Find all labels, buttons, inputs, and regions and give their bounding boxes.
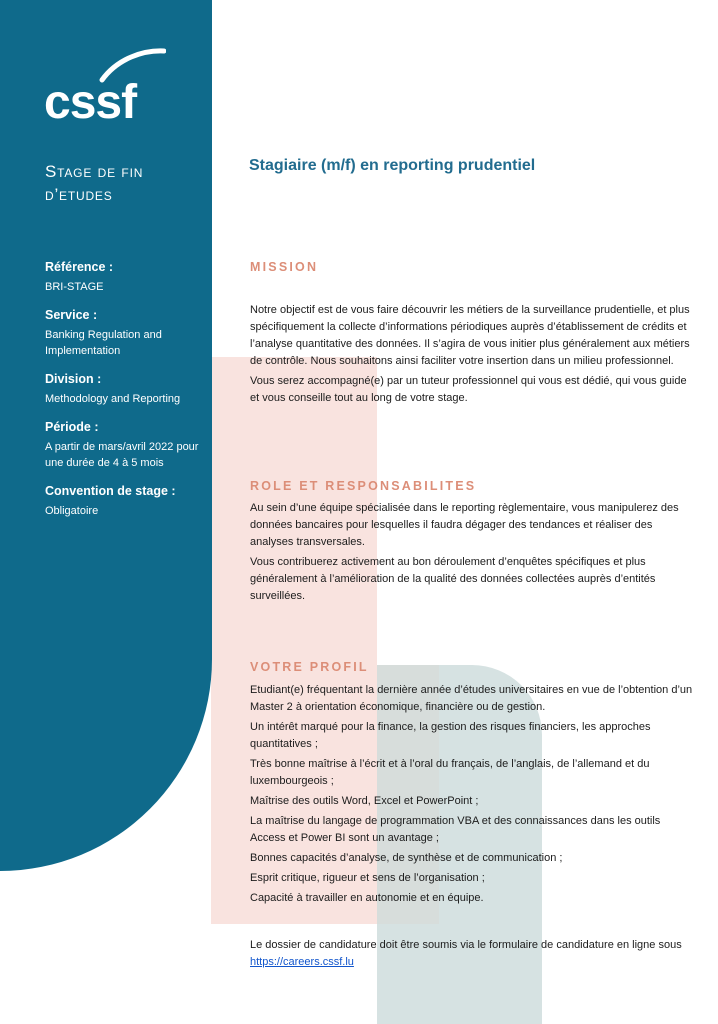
stage-title: Stage de fin d’etudes — [45, 162, 144, 204]
info-list — [45, 260, 205, 532]
profile-heading: VOTRE PROFIL — [250, 660, 369, 674]
reference-label: Référence : — [45, 260, 114, 274]
internship-agreement-value: Obligatoire — [45, 505, 99, 517]
logo-text: cssf — [44, 76, 137, 122]
role-paragraph: Au sein d’une équipe spécialisée dans le reporting règlementaire, vous manipulerez des données bancaires pour lesquelles il faudra dégager des tendances et réaliser des analyses transversales. — [250, 502, 679, 548]
application-text: Le dossier de candidature doit être soumis via le formulaire de candidature en ligne sous — [250, 939, 682, 951]
service-label: Service : — [45, 308, 98, 322]
profile-item: Très bonne maîtrise à l’écrit et à l’oral du français, de l’anglais, de l’allemand et du luxembourgeois ; — [250, 758, 650, 787]
period-value: A partir de mars/avril 2022 pour une durée de 4 à 5 mois — [45, 441, 199, 469]
profile-item: Capacité à travailler en autonomie et en équipe. — [250, 892, 484, 904]
role-paragraph: Vous contribuerez activement au bon déroulement d’enquêtes spécifiques et plus généralement à l’amélioration de la qualité des données collectées auprès d’entités surveillées. — [250, 556, 656, 602]
profile-item: La maîtrise du langage de programmation VBA et des connaissances dans les outils Access et Power BI sont un avantage ; — [250, 815, 661, 844]
cssf-logo — [44, 46, 166, 122]
mission-section — [250, 302, 695, 410]
reference-value: BRI-STAGE — [45, 281, 104, 293]
role-heading: ROLE ET RESPONSABILITES — [250, 479, 477, 493]
profile-section — [250, 682, 695, 910]
role-section — [250, 500, 695, 608]
mission-heading: MISSION — [250, 260, 319, 274]
profile-item: Maîtrise des outils Word, Excel et PowerPoint ; — [250, 795, 479, 807]
profile-item: Etudiant(e) fréquentant la dernière année d’études universitaires en vue de l’obtention d’un Master 2 à orientation économique, financière ou de gestion. — [250, 684, 693, 713]
period-label: Période : — [45, 420, 99, 434]
profile-item: Un intérêt marqué pour la finance, la gestion des risques financiers, les approches quantitatives ; — [250, 721, 651, 750]
mission-paragraph: Vous serez accompagné(e) par un tuteur professionnel qui vous est dédié, qui vous guide et vous conseille tout au long de votre stage. — [250, 375, 687, 404]
service-value: Banking Regulation and Implementation — [45, 329, 162, 357]
mission-paragraph: Notre objectif est de vous faire découvrir les métiers de la surveillance prudentielle, et plus spécifiquement la collecte d’informations périodiques auprès d’établissement de crédits et l’analyse quantitative des données. Il s’agira de vous initier plus généralement aux métiers de contrôle. Nous souhaitons ainsi faciliter votre insertion dans un milieu professionnel. — [250, 304, 690, 367]
job-title: Stagiaire (m/f) en reporting prudentiel — [249, 157, 536, 174]
careers-link[interactable]: https://careers.cssf.lu — [250, 956, 354, 968]
application-note — [250, 937, 695, 974]
sidebar — [0, 0, 212, 871]
internship-agreement-label: Convention de stage : — [45, 484, 176, 498]
division-label: Division : — [45, 372, 102, 386]
profile-item: Esprit critique, rigueur et sens de l’organisation ; — [250, 872, 485, 884]
division-value: Methodology and Reporting — [45, 393, 181, 405]
profile-item: Bonnes capacités d’analyse, de synthèse et de communication ; — [250, 852, 563, 864]
